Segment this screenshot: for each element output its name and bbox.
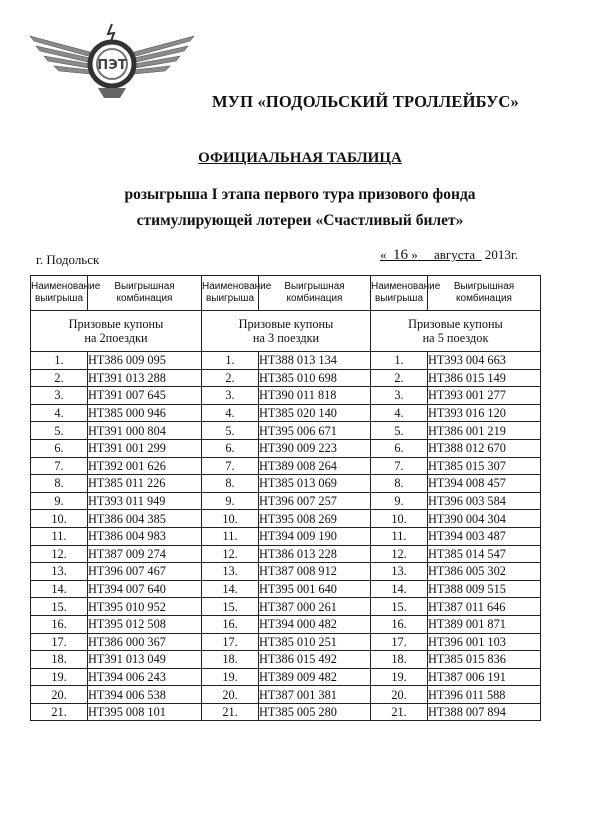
row-number: 3.: [202, 387, 259, 405]
row-number: 8.: [31, 475, 88, 493]
row-number: 6.: [202, 439, 259, 457]
row-number: 15.: [371, 598, 428, 616]
row-number: 10.: [202, 510, 259, 528]
winning-combination: НТ390 004 304: [428, 510, 541, 528]
table-row: [31, 492, 541, 510]
row-number: 8.: [371, 475, 428, 493]
lottery-results-table: [30, 275, 541, 721]
winning-combination: НТ386 004 983: [88, 527, 202, 545]
row-number: 4.: [31, 404, 88, 422]
date-year: 2013г.: [484, 247, 518, 262]
prize-group-scope: на 3 поездки: [252, 331, 320, 345]
row-number: 7.: [202, 457, 259, 475]
winning-combination: НТ389 001 871: [428, 615, 541, 633]
prize-group-name: Призовые купоны: [238, 317, 334, 331]
winning-combination: НТ395 008 101: [88, 703, 202, 721]
prize-group-scope: на 2поездки: [84, 331, 148, 345]
winning-combination: НТ387 011 646: [428, 598, 541, 616]
winning-combination: НТ391 013 049: [88, 651, 202, 669]
date-day: 16: [393, 247, 408, 263]
row-number: 11.: [202, 527, 259, 545]
row-number: 12.: [202, 545, 259, 563]
winning-combination: НТ389 009 482: [259, 668, 371, 686]
winning-combination: НТ388 009 515: [428, 580, 541, 598]
row-number: 11.: [371, 527, 428, 545]
row-number: 14.: [202, 580, 259, 598]
table-row: [31, 686, 541, 704]
winning-combination: НТ394 000 482: [259, 615, 371, 633]
column-header-name: Наименование выигрыша: [371, 276, 428, 311]
winning-combination: НТ385 011 226: [88, 475, 202, 493]
winning-combination: НТ391 013 288: [88, 369, 202, 387]
row-number: 9.: [371, 492, 428, 510]
winning-combination: НТ386 013 228: [259, 545, 371, 563]
winning-combination: НТ385 000 946: [88, 404, 202, 422]
row-number: 5.: [202, 422, 259, 440]
row-number: 9.: [202, 492, 259, 510]
winning-combination: НТ396 007 467: [88, 563, 202, 581]
winning-combination: НТ385 005 280: [259, 703, 371, 721]
winning-combination: НТ387 008 912: [259, 563, 371, 581]
row-number: 16.: [202, 615, 259, 633]
column-header-combination: Выигрышная комбинация: [428, 276, 541, 311]
winning-combination: НТ386 004 385: [88, 510, 202, 528]
table-row: [31, 475, 541, 493]
row-number: 16.: [371, 615, 428, 633]
winning-combination: НТ394 006 538: [88, 686, 202, 704]
table-row: [31, 387, 541, 405]
table-row: [31, 439, 541, 457]
prize-group-name: Призовые купоны: [408, 317, 503, 331]
row-number: 13.: [202, 563, 259, 581]
row-number: 13.: [31, 563, 88, 581]
table-row: [31, 352, 541, 370]
row-number: 18.: [31, 651, 88, 669]
prize-group-header: [202, 311, 371, 352]
date-open-quote: «: [380, 247, 387, 262]
row-number: 5.: [371, 422, 428, 440]
winning-combination: НТ392 001 626: [88, 457, 202, 475]
row-number: 2.: [31, 369, 88, 387]
row-number: 19.: [202, 668, 259, 686]
row-number: 20.: [31, 686, 88, 704]
winning-combination: НТ393 011 949: [88, 492, 202, 510]
winning-combination: НТ391 000 804: [88, 422, 202, 440]
winning-combination: НТ394 008 457: [428, 475, 541, 493]
winning-combination: НТ394 007 640: [88, 580, 202, 598]
winning-combination: НТ386 000 367: [88, 633, 202, 651]
winning-combination: НТ393 016 120: [428, 404, 541, 422]
table-row: [31, 563, 541, 581]
winning-combination: НТ387 006 191: [428, 668, 541, 686]
row-number: 16.: [31, 615, 88, 633]
winning-combination: НТ395 006 671: [259, 422, 371, 440]
winning-combination: НТ385 015 307: [428, 457, 541, 475]
prize-group-header: [371, 311, 541, 352]
logo-text: ПЭТ: [97, 58, 127, 73]
winning-combination: НТ391 001 299: [88, 439, 202, 457]
row-number: 19.: [31, 668, 88, 686]
row-number: 15.: [31, 598, 88, 616]
row-number: 4.: [371, 404, 428, 422]
row-number: 18.: [371, 651, 428, 669]
table-row: [31, 457, 541, 475]
winning-combination: НТ396 003 584: [428, 492, 541, 510]
prize-group-scope: на 5 поездок: [422, 331, 489, 345]
winning-combination: НТ386 009 095: [88, 352, 202, 370]
winning-combination: НТ394 006 243: [88, 668, 202, 686]
row-number: 10.: [31, 510, 88, 528]
table-row: [31, 668, 541, 686]
winning-combination: НТ396 011 588: [428, 686, 541, 704]
row-number: 12.: [31, 545, 88, 563]
prize-group-name: Призовые купоны: [68, 317, 164, 331]
winning-combination: НТ390 009 223: [259, 439, 371, 457]
document-subtitle-line1: розыгрыша I этапа первого тура призового фонда: [124, 186, 476, 203]
table-row: [31, 510, 541, 528]
table-row: [31, 633, 541, 651]
winning-combination: НТ388 007 894: [428, 703, 541, 721]
column-header-combination: Выигрышная комбинация: [88, 276, 202, 311]
table-row: [31, 369, 541, 387]
organization-name: МУП «ПОДОЛЬСКИЙ ТРОЛЛЕЙБУС»: [212, 92, 520, 111]
date-month: августа: [434, 247, 476, 262]
winning-combination: НТ387 001 381: [259, 686, 371, 704]
row-number: 6.: [371, 439, 428, 457]
row-number: 20.: [371, 686, 428, 704]
table-header-row: [31, 276, 541, 311]
row-number: 17.: [371, 633, 428, 651]
table-row: [31, 580, 541, 598]
table-row: [31, 545, 541, 563]
row-number: 19.: [371, 668, 428, 686]
row-number: 1.: [371, 352, 428, 370]
row-number: 4.: [202, 404, 259, 422]
date-close-quote: »: [411, 247, 418, 262]
row-number: 7.: [371, 457, 428, 475]
winning-combination: НТ396 007 257: [259, 492, 371, 510]
row-number: 3.: [31, 387, 88, 405]
row-number: 3.: [371, 387, 428, 405]
winning-combination: НТ388 012 670: [428, 439, 541, 457]
winning-combination: НТ389 008 264: [259, 457, 371, 475]
winning-combination: НТ386 015 492: [259, 651, 371, 669]
row-number: 5.: [31, 422, 88, 440]
winning-combination: НТ396 001 103: [428, 633, 541, 651]
row-number: 15.: [202, 598, 259, 616]
table-row: [31, 422, 541, 440]
winning-combination: НТ395 012 508: [88, 615, 202, 633]
row-number: 1.: [31, 352, 88, 370]
winning-combination: НТ393 004 663: [428, 352, 541, 370]
winning-combination: НТ387 009 274: [88, 545, 202, 563]
row-number: 21.: [31, 703, 88, 721]
winning-combination: НТ394 003 487: [428, 527, 541, 545]
winning-combination: НТ395 008 269: [259, 510, 371, 528]
row-number: 6.: [31, 439, 88, 457]
winning-combination: НТ386 005 302: [428, 563, 541, 581]
winged-emblem-icon: [28, 22, 196, 102]
row-number: 14.: [31, 580, 88, 598]
row-number: 21.: [371, 703, 428, 721]
row-number: 9.: [31, 492, 88, 510]
winning-combination: НТ385 010 698: [259, 369, 371, 387]
winning-combination: НТ388 013 134: [259, 352, 371, 370]
row-number: 1.: [202, 352, 259, 370]
row-number: 8.: [202, 475, 259, 493]
winning-combination: НТ386 001 219: [428, 422, 541, 440]
row-number: 20.: [202, 686, 259, 704]
winning-combination: НТ387 000 261: [259, 598, 371, 616]
row-number: 2.: [202, 369, 259, 387]
table-row: [31, 615, 541, 633]
column-header-combination: Выигрышная комбинация: [259, 276, 371, 311]
row-number: 10.: [371, 510, 428, 528]
winning-combination: НТ385 020 140: [259, 404, 371, 422]
winning-combination: НТ385 014 547: [428, 545, 541, 563]
winning-combination: НТ385 015 836: [428, 651, 541, 669]
table-row: [31, 651, 541, 669]
winning-combination: НТ395 010 952: [88, 598, 202, 616]
winning-combination: НТ393 001 277: [428, 387, 541, 405]
winning-combination: НТ395 001 640: [259, 580, 371, 598]
document-date: [380, 247, 518, 264]
table-row: [31, 404, 541, 422]
winning-combination: НТ391 007 645: [88, 387, 202, 405]
winning-combination: НТ390 011 818: [259, 387, 371, 405]
winning-combination: НТ386 015 149: [428, 369, 541, 387]
row-number: 11.: [31, 527, 88, 545]
table-row: [31, 598, 541, 616]
table-row: [31, 703, 541, 721]
row-number: 21.: [202, 703, 259, 721]
winning-combination: НТ385 010 251: [259, 633, 371, 651]
company-logo: [28, 22, 196, 102]
row-number: 18.: [202, 651, 259, 669]
prize-group-row: [31, 311, 541, 352]
row-number: 2.: [371, 369, 428, 387]
column-header-name: Наименование выигрыша: [31, 276, 88, 311]
row-number: 7.: [31, 457, 88, 475]
row-number: 17.: [31, 633, 88, 651]
column-header-name: Наименование выигрыша: [202, 276, 259, 311]
table-row: [31, 527, 541, 545]
winning-combination: НТ394 009 190: [259, 527, 371, 545]
row-number: 17.: [202, 633, 259, 651]
row-number: 14.: [371, 580, 428, 598]
winning-combination: НТ385 013 069: [259, 475, 371, 493]
row-number: 12.: [371, 545, 428, 563]
row-number: 13.: [371, 563, 428, 581]
prize-group-header: [31, 311, 202, 352]
document-title: ОФИЦИАЛЬНАЯ ТАБЛИЦА: [198, 150, 402, 166]
document-subtitle-line2: стимулирующей лотереи «Счастливый билет»: [136, 212, 464, 229]
place-label: г. Подольск: [36, 252, 100, 267]
